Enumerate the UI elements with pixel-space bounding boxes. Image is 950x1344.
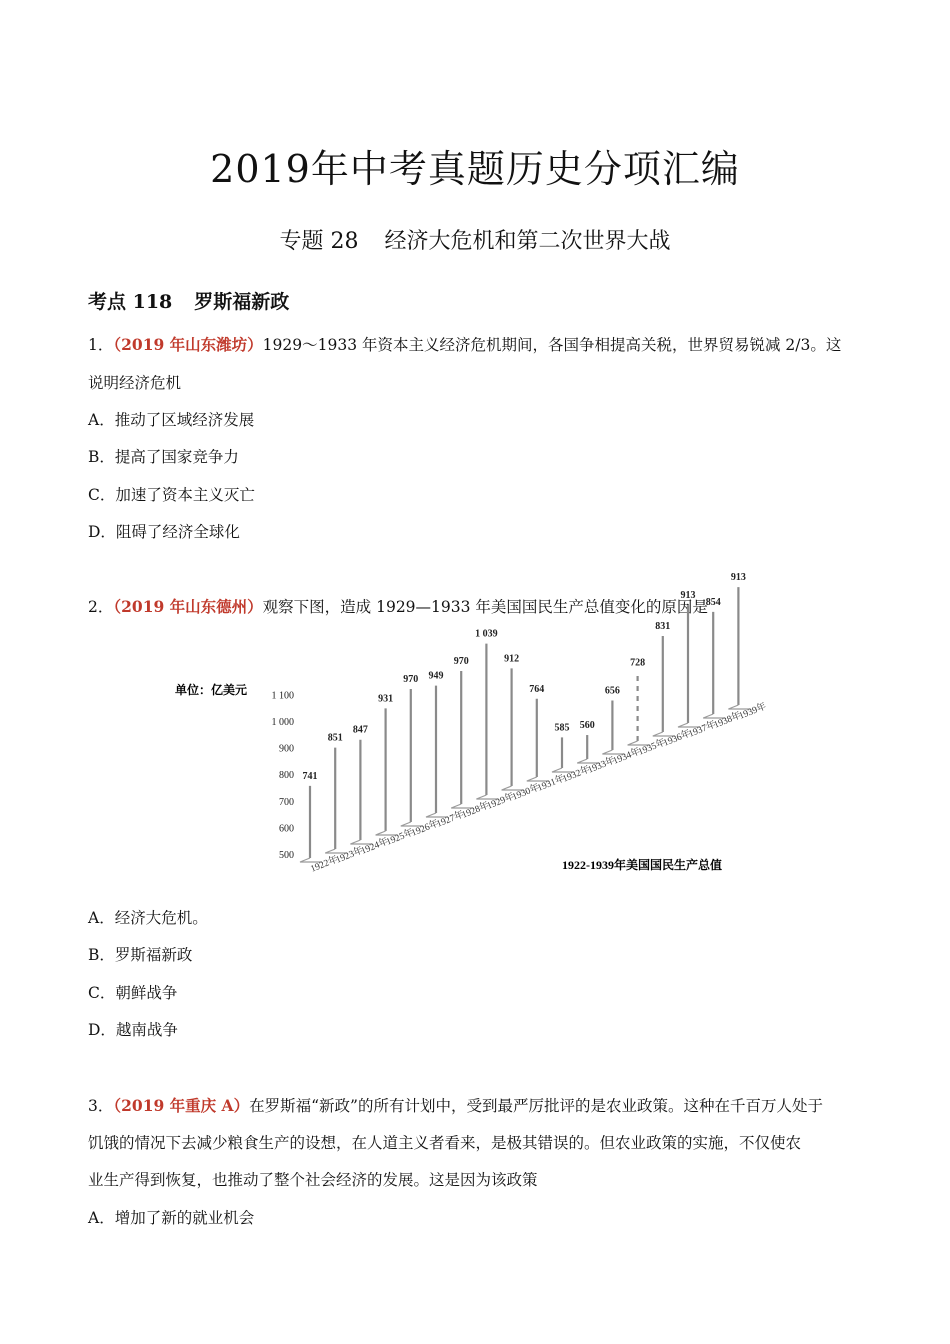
- data-label: 931: [378, 693, 394, 705]
- data-label: 585: [554, 722, 570, 734]
- data-label: 831: [655, 620, 671, 632]
- chart-title: 1922-1939年美国国民生产总值: [562, 858, 722, 872]
- x-tick-label: 1935年: [636, 737, 668, 758]
- data-label: 970: [403, 673, 419, 685]
- question-1-option-b: B．提高了国家竞争力: [88, 448, 239, 466]
- question-2-line-1: [88, 595, 708, 617]
- x-tick-label: 1931年: [536, 773, 567, 794]
- x-tick-label: 1936年: [662, 728, 693, 749]
- page-subtitle: [0, 224, 950, 255]
- question-2-option-c: C．朝鲜战争: [88, 984, 178, 1002]
- data-label: 741: [302, 770, 318, 782]
- x-tick-label: 1930年: [510, 782, 542, 803]
- data-label: 1 039: [475, 628, 498, 640]
- question-number: 3．: [88, 1097, 114, 1115]
- data-label: 851: [327, 732, 343, 744]
- chart-unit-label: 单位：亿美元: [175, 683, 248, 697]
- question-text: 1929～1933 年资本主义经济危机期间，各国争相提高关税，世界贸易锐减 2/3。这: [262, 336, 842, 354]
- data-label: 970: [453, 655, 469, 667]
- question-1-line-1: [88, 333, 841, 355]
- question-source: （2019 年重庆 A）: [113, 1096, 250, 1115]
- y-tick-label: 500: [279, 850, 294, 861]
- section-heading: [88, 287, 289, 314]
- chart-bars: [300, 572, 768, 875]
- x-tick-label: 1925年: [384, 827, 416, 848]
- section-name: 罗斯福新政: [194, 291, 290, 313]
- question-2-option-b: B．罗斯福新政: [88, 946, 193, 964]
- question-1-option-c: C．加速了资本主义灭亡: [88, 486, 255, 504]
- question-source: （2019 年山东潍坊）: [113, 335, 263, 354]
- question-source: （2019 年山东德州）: [113, 597, 263, 616]
- subtitle-topic-number: 专题 28: [279, 229, 359, 254]
- question-1-option-d: D．阻碍了经济全球化: [88, 523, 240, 541]
- x-tick-label: 1932年: [561, 764, 592, 785]
- data-label: 764: [529, 683, 545, 695]
- data-label: 854: [705, 596, 721, 608]
- question-number: 1．: [88, 336, 114, 354]
- y-axis-ticks: [272, 690, 295, 861]
- question-3-option-a: A．增加了新的就业机会: [88, 1209, 255, 1227]
- x-tick-label: 1927年: [435, 809, 466, 830]
- y-tick-label: 1 000: [271, 717, 294, 728]
- y-tick-label: 900: [279, 743, 294, 755]
- data-label: 728: [630, 657, 646, 669]
- x-tick-label: 1924年: [359, 836, 390, 857]
- x-tick-label: 1934年: [611, 746, 642, 767]
- question-3-line-3: 业生产得到恢复，也推动了整个社会经济的发展。这是因为该政策: [88, 1171, 538, 1189]
- data-label: 912: [504, 653, 520, 665]
- x-tick-label: 1929年: [485, 791, 516, 812]
- x-tick-label: 1933年: [586, 755, 617, 776]
- y-tick-label: 1 100: [271, 690, 294, 702]
- x-tick-label: 1938年: [712, 710, 743, 731]
- question-text: 在罗斯福“新政”的所有计划中，受到最严厉批评的是农业政策。这种在千百万人处于: [249, 1097, 823, 1115]
- data-label: 847: [352, 724, 368, 736]
- x-tick-label: 1926年: [410, 818, 441, 839]
- question-2-option-a: A．经济大危机。: [88, 909, 208, 927]
- data-label: 913: [680, 590, 696, 602]
- question-3-line-1: [88, 1094, 823, 1116]
- y-tick-label: 800: [279, 770, 294, 782]
- x-tick-label: 1923年: [334, 845, 365, 866]
- section-number: 考点 118: [88, 291, 173, 313]
- question-text: 观察下图，造成 1929—1933 年美国国民生产总值变化的原因是: [262, 598, 708, 616]
- y-tick-label: 600: [279, 823, 294, 835]
- x-tick-label: 1922年: [309, 854, 340, 875]
- question-2-option-d: D．越南战争: [88, 1021, 178, 1039]
- question-number: 2．: [88, 598, 114, 616]
- x-tick-label: 1939年: [737, 701, 768, 722]
- x-tick-label: 1937年: [687, 719, 718, 740]
- data-label: 913: [730, 572, 746, 584]
- data-label: 656: [604, 685, 620, 697]
- subtitle-topic-name: 经济大危机和第二次世界大战: [384, 229, 671, 254]
- data-label: 949: [428, 670, 444, 682]
- page-title: 2019年中考真题历史分项汇编: [210, 147, 740, 191]
- question-1-option-a: A．推动了区域经济发展: [88, 411, 255, 429]
- question-1-line-2: 说明经济危机: [88, 374, 182, 392]
- question-3-line-2: 饥饿的情况下去减少粮食生产的设想，在人道主义者看来，是极其错误的。但农业政策的实施，不仅使农: [88, 1134, 802, 1152]
- y-tick-label: 700: [279, 796, 294, 808]
- data-label: 560: [579, 720, 595, 732]
- x-tick-label: 1928年: [460, 800, 491, 821]
